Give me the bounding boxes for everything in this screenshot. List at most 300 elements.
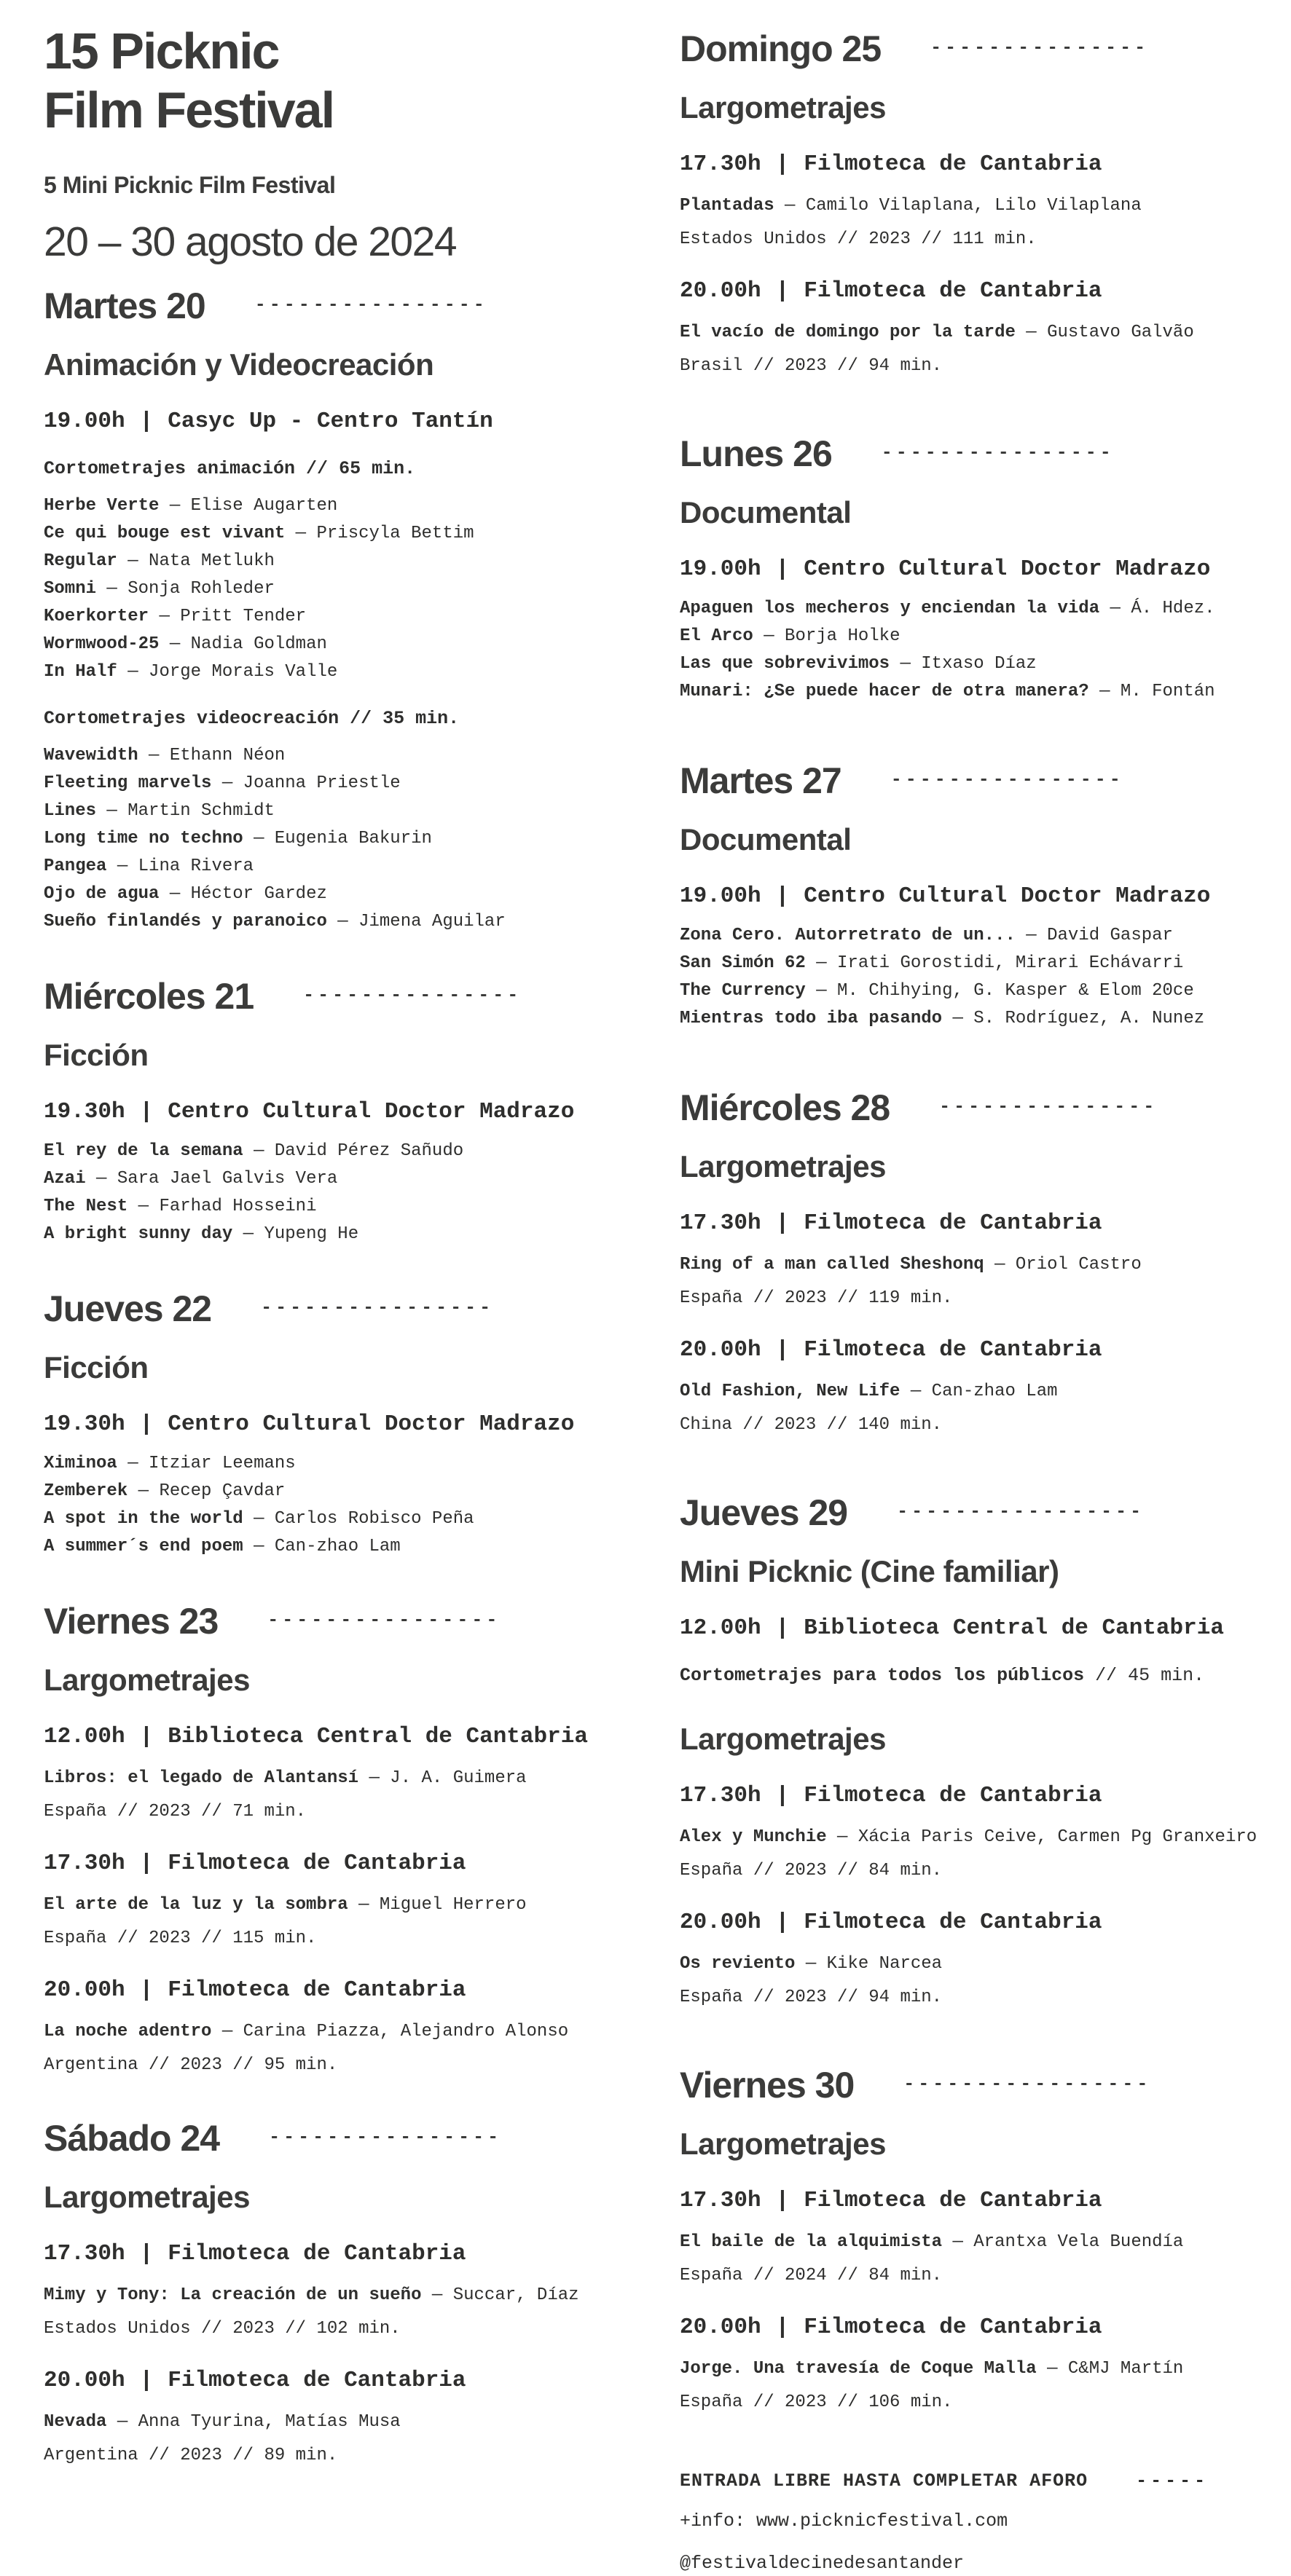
- film-item: [680, 319, 1271, 347]
- day-name: Miércoles 21: [44, 976, 254, 1017]
- film-list: [44, 1138, 625, 1248]
- screening: [44, 1410, 625, 1561]
- category-heading: Largometrajes: [680, 1722, 886, 1756]
- film-title: Azai: [44, 1169, 86, 1189]
- day-header: [44, 2117, 625, 2159]
- screening-time: 19.00h: [44, 409, 125, 435]
- screening-time: 20.00h: [44, 2368, 125, 2394]
- program-note: [44, 457, 625, 481]
- dash-separator: ----------------: [267, 1609, 501, 1631]
- film-director: David Pérez Sañudo: [274, 1141, 464, 1162]
- screening-venue: Biblioteca Central de Cantabria: [168, 1724, 588, 1750]
- category-section: [680, 1149, 1271, 1438]
- dash-separator: —: [254, 1141, 264, 1162]
- festival-subtitle: 5 Mini Picknic Film Festival: [44, 172, 336, 199]
- film-item: [44, 548, 625, 575]
- dash-separator: -----------------: [903, 2073, 1152, 2095]
- left-column: [0, 0, 646, 2466]
- category-heading: Documental: [680, 822, 852, 856]
- pipe-separator: |: [775, 556, 790, 582]
- film-director: Borja Holke: [785, 626, 900, 646]
- film-director: Irati Gorostidi, Mirari Echávarri: [837, 953, 1184, 973]
- film-item: [44, 1221, 625, 1248]
- screening-time-venue: [44, 1849, 625, 1878]
- day-name: Domingo 25: [680, 28, 882, 69]
- dash-separator: —: [254, 1537, 264, 1557]
- film-title: Las que sobrevivimos: [680, 654, 890, 674]
- screening-meta: España // 2023 // 84 min.: [680, 1861, 943, 1880]
- film-title: A summer´s end poem: [44, 1537, 243, 1557]
- film-item: [44, 1138, 625, 1165]
- screening-time: 20.00h: [680, 278, 761, 304]
- film-item: [44, 520, 625, 548]
- film-item: [44, 1193, 625, 1221]
- footer-social-handle: @festivaldecinedesantander: [680, 2553, 965, 2574]
- screening: [680, 1336, 1271, 1438]
- film-list: [680, 922, 1271, 1033]
- screening-meta: Estados Unidos // 2023 // 102 min.: [44, 2319, 401, 2339]
- pipe-separator: |: [139, 1099, 154, 1125]
- screening-time-venue: [44, 1410, 625, 1439]
- dash-separator: —: [127, 1454, 138, 1474]
- film-item: [44, 797, 625, 825]
- dash-separator: —: [96, 1169, 107, 1189]
- film-title: Plantadas: [680, 196, 774, 216]
- day-name: Jueves 29: [680, 1492, 848, 1533]
- category-heading: Largometrajes: [680, 90, 886, 125]
- screening: [44, 2240, 625, 2341]
- screening-venue: Filmoteca de Cantabria: [804, 2315, 1102, 2340]
- dash-separator: —: [117, 856, 128, 877]
- film-item: [680, 2355, 1271, 2383]
- film-director: Priscyla Bettim: [316, 524, 474, 544]
- pipe-separator: |: [775, 2315, 790, 2340]
- film-director: Miguel Herrero: [379, 1895, 527, 1915]
- festival-date-range: 20 – 30 agosto de 2024: [44, 218, 457, 266]
- note-label: Cortometrajes videocreación // 35 min.: [44, 708, 460, 730]
- dash-separator: —: [816, 953, 827, 973]
- screening-time-venue: [680, 882, 1271, 911]
- category-section: [44, 2180, 625, 2468]
- dash-separator: ----------------: [261, 1296, 495, 1318]
- dash-separator: —: [254, 829, 264, 849]
- film-item: [44, 881, 625, 908]
- film-director: Farhad Hosseini: [159, 1197, 317, 1217]
- film-title: A spot in the world: [44, 1509, 243, 1529]
- category-heading: Mini Picknic (Cine familiar): [680, 1554, 1059, 1588]
- film-title: Fleeting marvels: [44, 773, 212, 794]
- screening-time: 20.00h: [680, 1910, 761, 1935]
- pipe-separator: |: [139, 2241, 154, 2267]
- screening-venue: Casyc Up - Centro Tantín: [168, 409, 493, 435]
- screening-time: 20.00h: [680, 2315, 761, 2340]
- screening-meta: España // 2023 // 115 min.: [44, 1929, 317, 1949]
- dash-separator: —: [369, 1768, 380, 1789]
- pipe-separator: |: [775, 278, 790, 304]
- day-header: [680, 28, 1271, 70]
- screening-venue: Biblioteca Central de Cantabria: [804, 1615, 1224, 1641]
- dash-separator: —: [900, 654, 911, 674]
- film-item: [44, 631, 625, 658]
- day-viernes-30: [680, 2064, 1271, 2415]
- category-heading: Ficción: [44, 1038, 149, 1073]
- screening-time-venue: [680, 1781, 1271, 1811]
- dash-separator: —: [785, 196, 796, 216]
- note-label: Cortometrajes animación // 65 min.: [44, 458, 416, 480]
- festival-title-line1: 15 Picknic: [44, 23, 279, 79]
- screening-venue: Filmoteca de Cantabria: [804, 1783, 1102, 1808]
- screening-time-venue: [680, 2186, 1271, 2215]
- screening-time-venue: [680, 1614, 1271, 1643]
- film-item: [680, 922, 1271, 950]
- film-director: C&MJ Martín: [1067, 2359, 1184, 2379]
- film-title: Old Fashion, New Life: [680, 1382, 900, 1401]
- day-header: [680, 1492, 1271, 1534]
- film-title: Mimy y Tony: La creación de un sueño: [44, 2285, 422, 2306]
- dash-separator: —: [431, 2285, 443, 2306]
- film-title: El arte de la luz y la sombra: [44, 1895, 348, 1915]
- day-name: Miércoles 28: [680, 1087, 890, 1128]
- screening: [680, 1209, 1271, 1311]
- film-item: [44, 742, 625, 770]
- category-heading: Largometrajes: [44, 1663, 250, 1698]
- film-item: [44, 575, 625, 603]
- dash-separator: —: [117, 2412, 128, 2433]
- screening-venue: Filmoteca de Cantabria: [804, 2188, 1102, 2213]
- film-title: Wormwood-25: [44, 634, 160, 655]
- screening: [680, 2313, 1271, 2415]
- day-header: [680, 1087, 1271, 1129]
- screening-meta: España // 2024 // 84 min.: [680, 2266, 943, 2285]
- screening-meta: Estados Unidos // 2023 // 111 min.: [680, 229, 1037, 249]
- screening-time: 17.30h: [680, 1783, 761, 1808]
- screening-time: 19.00h: [680, 556, 761, 582]
- dash-separator: ----------------: [881, 441, 1115, 463]
- dash-separator: —: [1026, 926, 1037, 945]
- screening: [680, 150, 1271, 252]
- dash-separator: —: [106, 801, 117, 822]
- pipe-separator: |: [139, 1977, 154, 2004]
- film-title: Mientras todo iba pasando: [680, 1009, 943, 1028]
- film-title: The Currency: [680, 981, 806, 1001]
- day-martes-27: [680, 760, 1271, 1033]
- screening-meta: China // 2023 // 140 min.: [680, 1415, 943, 1435]
- dash-separator: —: [127, 551, 138, 572]
- screening: [680, 555, 1271, 706]
- film-item: [44, 770, 625, 797]
- day-name: Martes 20: [44, 285, 205, 327]
- film-director: M. Fontán: [1120, 682, 1215, 701]
- screening-meta: España // 2023 // 94 min.: [680, 1988, 943, 2007]
- pipe-separator: |: [775, 1615, 790, 1641]
- day-header: [680, 760, 1271, 802]
- category-heading: Largometrajes: [44, 2180, 250, 2215]
- screening: [44, 1976, 625, 2078]
- film-director: Nata Metlukh: [149, 551, 275, 572]
- film-item: [680, 977, 1271, 1005]
- film-title: Koerkorter: [44, 607, 149, 627]
- screening: [44, 1849, 625, 1951]
- category-section: [44, 1350, 625, 1561]
- dash-separator: —: [149, 746, 160, 766]
- film-title: A bright sunny day: [44, 1224, 233, 1245]
- dash-separator: —: [159, 607, 170, 627]
- footer-entry-row: [680, 2470, 1271, 2492]
- pipe-separator: |: [775, 1783, 790, 1808]
- screening: [44, 1098, 625, 1248]
- dash-separator: —: [138, 1197, 149, 1217]
- day-name: Viernes 23: [44, 1601, 219, 1642]
- festival-header: [44, 22, 625, 266]
- dash-separator: —: [295, 524, 307, 544]
- film-director: Anna Tyurina, Matías Musa: [138, 2412, 401, 2433]
- festival-title-line2: Film Festival: [44, 82, 334, 139]
- screening-time: 19.00h: [680, 883, 761, 909]
- film-item: [44, 1478, 625, 1505]
- film-director: Jimena Aguilar: [358, 912, 506, 932]
- dash-separator: —: [169, 496, 181, 516]
- screening-time-venue: [680, 555, 1271, 584]
- screening-time-venue: [680, 1336, 1271, 1365]
- film-item: [680, 1378, 1271, 1406]
- film-title: El rey de la semana: [44, 1141, 243, 1162]
- film-director: Jorge Morais Valle: [149, 662, 338, 682]
- film-item: [44, 1165, 625, 1193]
- film-director: Xácia Paris Ceive, Carmen Pg Granxeiro: [858, 1827, 1257, 1847]
- festival-title: [44, 22, 625, 140]
- screening-time-venue: [680, 150, 1271, 179]
- film-title: Apaguen los mecheros y enciendan la vida: [680, 599, 1100, 618]
- film-item: [680, 1824, 1271, 1851]
- film-title: El baile de la alquimista: [680, 2232, 943, 2252]
- film-item: [44, 2018, 625, 2046]
- film-item: [680, 678, 1271, 706]
- screening-time: 17.30h: [680, 1210, 761, 1236]
- screening-venue: Filmoteca de Cantabria: [168, 2241, 466, 2267]
- category-section: [680, 2127, 1271, 2415]
- category-heading: Ficción: [44, 1350, 149, 1385]
- film-title: In Half: [44, 662, 117, 682]
- footer-entry-note: ENTRADA LIBRE HASTA COMPLETAR AFORO: [680, 2470, 1088, 2492]
- film-director: Yupeng He: [264, 1224, 359, 1245]
- screening-venue: Filmoteca de Cantabria: [168, 1851, 466, 1877]
- film-director: Sara Jael Galvis Vera: [117, 1169, 338, 1189]
- screening-time: 20.00h: [44, 1977, 125, 2004]
- screening-time: 19.30h: [44, 1411, 125, 1438]
- day-header: [44, 1288, 625, 1330]
- film-item: [44, 908, 625, 936]
- dash-separator: —: [952, 2232, 963, 2252]
- film-director: J. A. Guimera: [390, 1768, 527, 1789]
- category-heading: Animación y Videocreación: [44, 347, 434, 382]
- dash-separator: —: [106, 579, 117, 599]
- day-name: Viernes 30: [680, 2065, 855, 2106]
- day-header: [680, 2064, 1271, 2106]
- day-name: Jueves 22: [44, 1288, 212, 1330]
- dash-separator: —: [816, 981, 827, 1001]
- film-title: El Arco: [680, 626, 753, 646]
- film-item: [44, 603, 625, 631]
- dash-separator: —: [337, 912, 348, 932]
- film-director: Gustavo Galvão: [1047, 323, 1194, 342]
- category-section: [44, 1038, 625, 1248]
- screening-meta: España // 2023 // 106 min.: [680, 2392, 953, 2412]
- category-section: [680, 1554, 1271, 1688]
- film-item: [44, 853, 625, 881]
- screening-time-venue: [44, 407, 625, 436]
- screening-meta: Brasil // 2023 // 94 min.: [680, 356, 943, 376]
- film-title: Lines: [44, 801, 97, 822]
- film-item: [44, 1450, 625, 1478]
- film-director: Lina Rivera: [138, 856, 254, 877]
- film-director: Martin Schmidt: [127, 801, 275, 822]
- screening: [680, 2186, 1271, 2288]
- day-header: [44, 1600, 625, 1642]
- film-item: [680, 1950, 1271, 1978]
- film-director: Pritt Tender: [180, 607, 307, 627]
- film-item: [680, 192, 1271, 220]
- category-heading: Largometrajes: [680, 2127, 886, 2161]
- film-item: [680, 623, 1271, 650]
- pipe-separator: |: [139, 1851, 154, 1877]
- screening-venue: Centro Cultural Doctor Madrazo: [168, 1411, 575, 1438]
- film-title: Pangea: [44, 856, 107, 877]
- note-duration: // 45 min.: [1095, 1665, 1205, 1686]
- day-miercoles-21: [44, 975, 625, 1248]
- category-section: [680, 90, 1271, 379]
- film-title: Ring of a man called Sheshonq: [680, 1255, 984, 1275]
- dash-separator: —: [1047, 2359, 1058, 2379]
- film-director: Héctor Gardez: [190, 884, 327, 905]
- film-director: Kike Narcea: [826, 1954, 943, 1974]
- film-item: [44, 1505, 625, 1533]
- film-list: [44, 492, 625, 686]
- program-note: [44, 706, 625, 731]
- screening-time-venue: [680, 2313, 1271, 2342]
- film-item: [680, 650, 1271, 678]
- film-director: Can-zhao Lam: [931, 1382, 1058, 1401]
- screening-time: 12.00h: [680, 1615, 761, 1641]
- film-title: Sueño finlandés y paranoico: [44, 912, 327, 932]
- film-title: Somni: [44, 579, 97, 599]
- film-title: Ce qui bouge est vivant: [44, 524, 286, 544]
- day-jueves-22: [44, 1288, 625, 1561]
- day-header: [680, 433, 1271, 475]
- film-title: Wavewidth: [44, 746, 138, 766]
- screening-meta: España // 2023 // 71 min.: [44, 1802, 307, 1822]
- screening-venue: Filmoteca de Cantabria: [804, 1337, 1102, 1363]
- note-label: Cortometrajes para todos los públicos: [680, 1665, 1085, 1686]
- category-section: [680, 495, 1271, 706]
- dash-separator: —: [221, 773, 233, 794]
- film-director: Recep Çavdar: [159, 1481, 286, 1502]
- pipe-separator: |: [139, 409, 154, 435]
- screening-time-venue: [680, 1908, 1271, 1937]
- dash-separator: ---------------: [930, 36, 1150, 58]
- screening-venue: Centro Cultural Doctor Madrazo: [168, 1099, 575, 1125]
- film-director: Joanna Priestle: [243, 773, 401, 794]
- film-director: Itxaso Díaz: [921, 654, 1037, 674]
- dash-separator: ----------------: [890, 768, 1124, 790]
- category-section: [680, 1722, 1271, 2010]
- screening-meta: Argentina // 2023 // 89 min.: [44, 2446, 338, 2466]
- screening-time: 17.30h: [44, 1851, 125, 1877]
- dash-separator: —: [1110, 599, 1121, 618]
- screening-time-venue: [44, 1098, 625, 1127]
- dash-separator: —: [138, 1481, 149, 1502]
- film-director: Nadia Goldman: [190, 634, 327, 655]
- dash-separator: ----------------: [254, 294, 488, 315]
- film-title: El vacío de domingo por la tarde: [680, 323, 1016, 342]
- film-title: Nevada: [44, 2412, 107, 2433]
- category-section: [44, 1663, 625, 2078]
- dash-separator: —: [1026, 323, 1037, 342]
- dash-separator: —: [910, 1382, 922, 1401]
- film-title: Herbe Verte: [44, 496, 160, 516]
- screening: [680, 1908, 1271, 2010]
- screening-time: 12.00h: [44, 1724, 125, 1750]
- dash-separator: —: [169, 634, 181, 655]
- film-item: [44, 2408, 625, 2436]
- category-section: [680, 822, 1271, 1033]
- film-director: Arantxa Vela Buendía: [973, 2232, 1184, 2252]
- film-title: Long time no techno: [44, 829, 243, 849]
- screening-time-venue: [680, 277, 1271, 306]
- film-title: The Nest: [44, 1197, 128, 1217]
- dash-separator: —: [764, 626, 774, 646]
- day-domingo-25: [680, 28, 1271, 379]
- day-lunes-26: [680, 433, 1271, 706]
- day-jueves-29: [680, 1492, 1271, 2010]
- pipe-separator: |: [775, 883, 790, 909]
- film-title: Jorge. Una travesía de Coque Malla: [680, 2359, 1037, 2379]
- film-item: [44, 1533, 625, 1561]
- film-item: [44, 1891, 625, 1919]
- film-title: San Simón 62: [680, 953, 806, 973]
- screening: [680, 882, 1271, 1033]
- day-name: Martes 27: [680, 760, 841, 801]
- film-director: Can-zhao Lam: [274, 1537, 401, 1557]
- dash-separator: —: [254, 1509, 264, 1529]
- dash-separator: ---------------: [303, 984, 522, 1006]
- screening-meta: España // 2023 // 119 min.: [680, 1288, 953, 1308]
- category-section: [44, 347, 625, 936]
- film-director: Succar, Díaz: [452, 2285, 579, 2306]
- screening-venue: Centro Cultural Doctor Madrazo: [804, 556, 1211, 582]
- film-title: Libros: el legado de Alantansí: [44, 1768, 359, 1789]
- film-item: [680, 950, 1271, 977]
- film-title: Munari: ¿Se puede hacer de otra manera?: [680, 682, 1089, 701]
- screening-meta: Argentina // 2023 // 95 min.: [44, 2055, 338, 2076]
- screening-time-venue: [44, 2366, 625, 2395]
- footer-info-url: +info: www.picknicfestival.com: [680, 2510, 1008, 2532]
- dash-separator: —: [837, 1827, 848, 1847]
- film-list: [44, 1450, 625, 1561]
- screening-time: 17.30h: [680, 2188, 761, 2213]
- day-martes-20: [44, 285, 625, 936]
- film-title: Zemberek: [44, 1481, 128, 1502]
- film-item: [44, 492, 625, 520]
- dash-separator: —: [358, 1895, 369, 1915]
- screening-venue: Filmoteca de Cantabria: [168, 2368, 466, 2394]
- film-item: [680, 1005, 1271, 1033]
- day-header: [44, 975, 625, 1017]
- dash-separator: -----: [1136, 2470, 1209, 2492]
- film-director: Oriol Castro: [1015, 1255, 1142, 1275]
- pipe-separator: |: [139, 1724, 154, 1750]
- screening-time-venue: [44, 2240, 625, 2269]
- screening-venue: Filmoteca de Cantabria: [804, 151, 1102, 177]
